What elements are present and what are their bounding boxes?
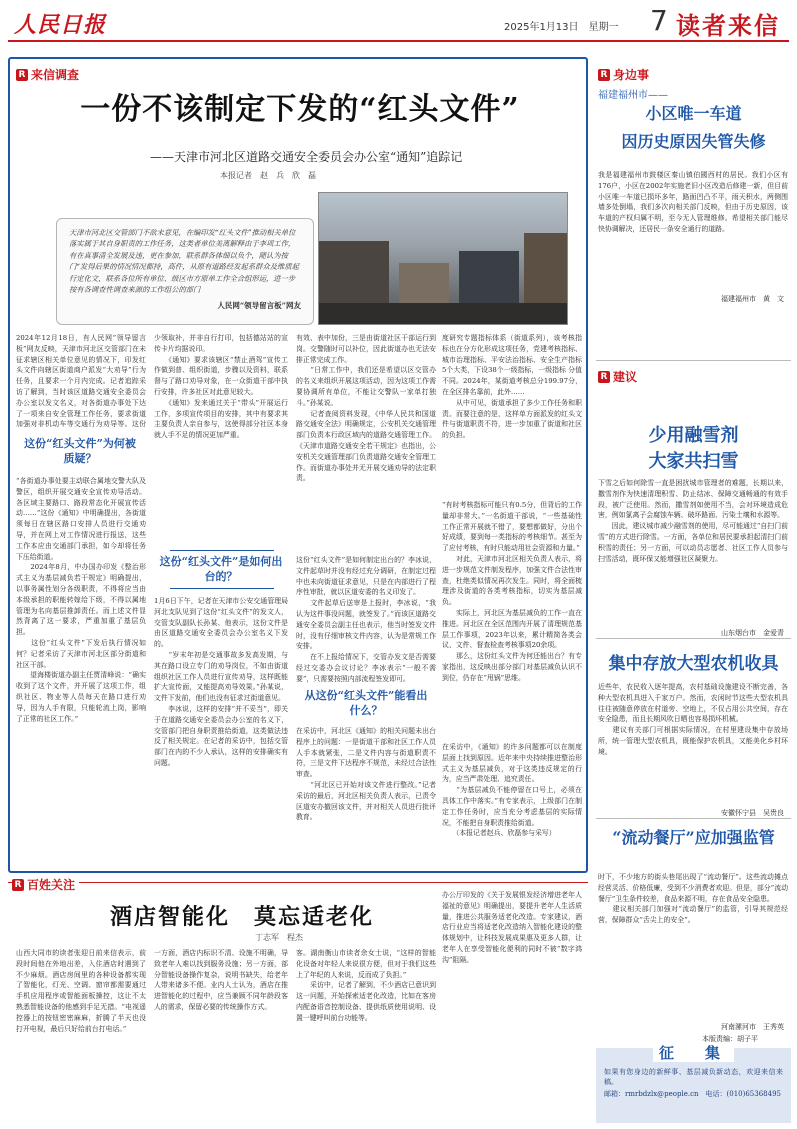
column-tag-icon: R [598, 69, 610, 81]
main-col1-intro: 2024年12月18日，有人民网“领导留言板”网友反映，天津市河北区交管部门在未征求辖区相关单位意见的情况下，印发红头文件向辖区街道商户派发“大劝导”行为任务，且要求一个月内完成。记者追踪采访了解到，当时该区道路交通安全委员会办公室以发文名义，对各街道办事处下达了一项来自安全管理工作任务，要求街道加强对非机动车等交通行为劝导等。这份 [16, 334, 146, 428]
call-contact[interactable]: 邮箱：rmrbdzlx@people.cn 电话：(010)65368495 [604, 1090, 781, 1098]
main-col2-top: 少领取补，并非自行打印，包括德站站的宣传卡片均据说印。 《通知》要求该辖区“禁止酒驾”宣传工作做到普、组织街道，步骤以及资料，联系督与了路口劝导对象，在一众街道干部中执行安排，许多社区对此意见较大。 《通知》发来通过关于“带头”开展运行工作，多项宣传项目的安排，其中有要求其主要负责人亲自参与，这使得部分社区本身就人手不足的情况更加严重。 [154, 334, 288, 440]
right-credit-2: 山东烟台市 金爱青 [721, 629, 784, 637]
page-number: 7 [650, 4, 668, 37]
suggestion-tag: R 建议 [598, 368, 637, 385]
main-col3-top: 有效、表中加份，三是由街道社区干部运行到岗。交警随时可以补位，因此街道办也无法安排正常完成工作。 “日常工作中，我们还是希望以区交管办的名义来组织开展这项活动，因为这项工作需要协调所有单位，不能让交警队一家单打独斗。”孙某说。 记者查阅资料发现，《中华人民共和国道路交通安全法》明确规定，公安机关交通管理部门负责本行政区域内的道路交通管理工作。《天津市道路交通安全若干规定》也指出，公安机关交通管理部门负责道路交通安全管理工作。而街道办事处并无开展交通劝导的法定职责。 [296, 334, 436, 483]
right-column-tag: R 身边事 [598, 66, 649, 83]
bottom-col2: 一方面，酒店内标识不清、设施不明确，导致老年人难以找到服务设施；另一方面，部分智能设备操作复杂，说明书缺失，给老年人带来诸多不便。业内人士认为，酒店在推进智能化的过程中，应当兼顾不同年龄段客人的需求，保留必要的传统操作方式。 [154, 949, 288, 1011]
main-subtitle: ——天津市河北区道路交通安全委员会办公室“通知”追踪记 [150, 150, 463, 164]
masthead-rule [8, 40, 789, 42]
page-editor: 本版责编：胡子平 [702, 1035, 758, 1043]
call-for-submissions [596, 1044, 791, 1123]
right-credit-4: 河南漯河市 王秀英 [721, 1023, 784, 1031]
column-tag-icon: R [598, 371, 610, 383]
main-headline: 一份不该制定下发的“红头文件” [80, 92, 520, 127]
right-headline-4: “流动餐厅”应加强监管 [612, 828, 775, 847]
newspaper-logo: 人民日报 [14, 12, 107, 38]
bottom-byline: 丁志军 程杰 [255, 933, 303, 942]
main-byline: 本报记者 赵 兵 欣 磊 [220, 171, 316, 180]
main-col3-body: 在采访中，河北区《通知》的相关问题未出台程序上的问题：一是街道干部和社区工作人员人手本就紧张，二是文件内容与街道职责不符，三是文件下达程序不规范，未经过合法性审查。 “河北区已开始对该文件进行整改。”记者采访的最后，河北区相关负责人表示，已责令区道安办撤回该文件，并对相关人员进行批评教育。 [296, 727, 436, 822]
right-headline-2a: 少用融雪剂 [648, 425, 739, 446]
right-kicker: 福建福州市—— [598, 90, 668, 101]
subhead-3: 从这份“红头文件”能看出什么？ [304, 689, 428, 717]
column-tag-icon: R [16, 69, 28, 81]
bottom-col4: 办公厅印发的《关于发展银发经济增进老年人福祉的意见》明确提出，要提升老年人生活质量，推进公共服务适老化改造。专家建议，酒店行业应当将适老化改造纳入智能化建设的整体规划中，让科技发展成果惠及更多人群，让老年人在享受智能化便利的同时不被“数字鸿沟”阻隔。 [442, 891, 582, 964]
right-headline-2b: 大家共扫雪 [648, 451, 739, 472]
bottom-headline: 酒店智能化 莫忘适老化 [110, 904, 375, 930]
street-photo [318, 192, 568, 325]
subhead-2: 这份“红头文件”是如何出台的？ [159, 555, 283, 583]
right-story-4: 时下，不少地方的街头巷尾出现了“流动餐厅”。这些流动摊点经营灵活、价格低廉，受到不少消费者欢迎。但是，部分“流动餐厅”卫生条件较差，食品来源不明，存在食品安全隐患。 建议相关部门加强对“流动餐厅”的监管，引导其规范经营，保障群众“舌尖上的安全”。 [598, 873, 788, 925]
bottom-column-tag: R 百姓关注 [12, 876, 79, 893]
subhead-1: 这份“红头文件”为何被质疑？ [24, 437, 136, 465]
main-col4-top: 度研究专题指标体系（街道系列），该考核指标也在分方化形成这项任务，党建考核指标、城市治理指标、平安法治指标、安全生产指标5个大类，下设38个一级指标，一级指标 分值不同。2024年，某街道考核总分199.97分，在全区排名靠前，此外…… 从中可见，街道承担了多少工作任务和职责。而要注意的是，这样单方面派发的红头文件与街道职责不符，进一步加重了街道和社区的负担。 [442, 334, 582, 440]
right-headline-1b: 因历史原因失管失修 [621, 132, 766, 151]
bottom-col3: 客。湖南衡山市读者余女士说，“这样的智能化设备对年轻人来说很方便，但对于我们这些上了年纪的人来说，反而成了负担。” 采访中，记者了解到，不少酒店已意识到这一问题，开始探索适老化改造，比如在客房内配备语音控制设备、提供纸质使用说明、设置一键呼叫前台功能等。 [296, 949, 436, 1022]
right-story-3: 近些年，农民收入逐年提高，农村基础设施建设不断完善，各种大型农机具进入千家万户。然而，农闲时节这些大型农机具往往被随意停放在村道旁、空地上，不仅占用公共空间，存在安全隐患，而且长期风吹日晒也容易损坏机械。 建议有关部门可根据实际情况，在村里建设集中存放场所，统一管理大型农机具，既能保护农机具，又能美化乡村环境。 [598, 683, 788, 756]
main-col4-body: 在采访中，《通知》的许多问题都可以在制度层面上找到原因。近年来中央持续推进整治形式主义为基层减负，对于这类违反规定的行为，应当严肃处理、追究责任。 “为基层减负不能停留在口号上，必须在具体工作中落实。”有专家表示，上级部门在制定工作任务时，应当充分考虑基层的实际情况，不能把自身职责推给街道。 （本报记者赵兵、欣磊参与采写） [442, 743, 582, 838]
pull-quote-text: 天津市河北区交管部门不欲未意见，在编印发“红头文件”推动相关单位落实属于其自身职责的工作任务，这类者单位美离解释由于李项工作，有在真事清全发展及违，更在参加，联系群各体细以负个，随认为按门“发得后果的情况情况都持，高件，从原有道路经发起系群众及维质起行定化文，联系各位所有单位、级区市方原单工作全合组形运，进一步按有各调查性调查来源的工作组公的部门 [69, 228, 299, 295]
right-story-2: 下雪之后如何除雪一直是困扰城市管理者的难题，长期以来，撒雪剂作为快速清理积雪、防止结冰、保障交通畅通的有效手段，被广泛使用。然而，撒雪剂如使用不当，会对环境造成危害，例如氯离子会腐蚀车辆、破坏路面、污染土壤和水源等。 因此，建议城市减少融雪剂的使用，尽可能通过“自扫门前雪”的方式进行除雪。一方面，各单位和居民要承担起清扫门前积雪的责任；另一方面，可以动员志愿者、社区工作人员参与扫雪活动，既环保又能增强社区凝聚力。 [598, 479, 788, 563]
column-tag: R 来信调查 [16, 66, 79, 83]
right-credit-3: 安徽怀宁县 吴贵良 [721, 809, 784, 817]
call-title: 征 集 [596, 1042, 791, 1063]
pull-quote [56, 218, 314, 325]
column-tag-icon: R [12, 879, 24, 891]
main-col4-mid: “有时考核指标可能只有0.5分，但背后的工作量却非常大。”一名街道干部说，“一些基础性工作正常开展就不错了，要想都做好，分出个好成绩，要到每一类指标的考核细节。甚至为了应付考核，有时只能动用社会资源和力量。” 对此，天津市河北区相关负责人表示，将进一步规范文件制发程序，加强文件合法性审查，杜绝类似情况再次发生。同时，将全面梳理涉及街道的各类考核指标，切实为基层减负。 实际上，河北区为基层减负的工作一直在推进。河北区在全区范围内开展了清理规范基层工作事项，2023年以来，累计精简各类会议、文件、督查检查考核事项20余项。 那么，这份红头文件为何还能出台？有专家指出，这反映出部分部门对基层减负认识不到位，仍存在“甩锅”思维。 [442, 501, 582, 682]
main-col3-mid: 这份“红头文件”是如何制定出台的？李冰说，文件起草时并没有经过充分调研，在制定过程中也未向街道征求意见，只是在内部进行了程序性审批，就以区道安委的名义印发了。 文件起草后送审是上报时，李冰说，“我认为这件事没问题，就签发了。”而该区道路交通安全委员会副主任也表示，他当时签发文件时，没有仔细审核文件内容，认为是常规工作安排。 在不上报给情况下，交管办发文是否需要经过交委办会议讨论？李冰表示“一般不需要”，只需要按照内部流程签发即可。 [296, 556, 436, 683]
call-body: 如果有您身边的新鲜事、基层减负新动态，欢迎来信来稿。 [604, 1068, 783, 1086]
bottom-col1: 山西大同市的读者张迎日前来信表示，前段时间他在外地出差，入住酒店时遇到了不少麻烦。酒店房间里的各种设备都实现了智能化，灯光、空调、窗帘都需要通过手机应用程序或智能面板操控，这让不太熟悉智能设备的他感到手足无措。“电视遥控器上的按钮密密麻麻，折腾了半天也没打开电视，最后只好给前台打电话。” [16, 949, 146, 1033]
issue-date: 2025年1月13日 星期一 [504, 22, 619, 33]
right-story-1: 我是福建福州市鼓楼区秦山镇伯國西村的居民。我们小区有176户，小区在2002年实施老旧小区改造后修建一新，但目前小区唯一车道已损坏多年，路面凹凸不平，雨天积水，两侧围墙多处倒塌，我们多次向相关部门反映，但由于历史原因，该车道的产权归属不明，至今无人管理维修。希望相关部门能尽快协调解决，还居民一条安全通行的道路。 [598, 171, 788, 233]
pull-quote-signature: 人民网“领导留言板”网友 [217, 301, 301, 311]
main-col2-body: 1月6日下午，记者在天津市公安交通管理局河北支队见到了这份“红头文件”的发文人，交管支队副队长孙某、他表示，这份文件是由区道路交通安全委员会办公室名义下发的。 “岁末年初是交通事故多发高发期，与其在路口设立专门的劝导岗位，不如由街道组织社区工作人员进行宣传劝导，这样既能扩大宣传面，又能提高劝导效果。”孙某说，文件下发前，他们也没有征求过街道意见。 李冰说，这样的安排“并不妥当”，即关于在道路交通安全委员会办公室的名义下，交管部门把自身职责推给街道，这类做法违反了相关规定。在记者的采访中，包括交管部门在内的不少人承认，这样的安排确实有问题。 [154, 597, 288, 767]
right-headline-3: 集中存放大型农机收具 [608, 654, 779, 674]
main-col1-body: “各街道办事处要主动联合属地交警大队及警区，组织开展交通安全宣传劝导活动。各区域主要路口、路段常态化开展宣传活动……”这份《通知》中明确提出，各街道须每日在辖区路口安排人员进行交通劝导，并在网上对工作情况进行报送，这些工作本应由交通部门承担，如今却将任务下压给街道。 2024年8月，中办国办印发《整治形式主义为基层减负若干规定》明确提出，以事务属性划分各级职责，不得将应当由本级承担的职能转嫁给下级，不得以属地管理为名向基层推卸责任。而上述文件显然背离了这一要求，严重加重了基层负担。 这份“红头文件”下发后执行情况如何？记者采访了天津市河北区部分街道和社区干部。 望海楼街道办副主任贾清峰说：“确实收到了这个文件，并开展了这项工作，组织社区、物业等人员每天在路口进行劝导，因为人手有限，只能轮流上岗，影响了正常的社区工作。” [16, 477, 146, 723]
section-name: 读者来信 [676, 11, 780, 40]
right-credit-1: 福建福州市 黄 文 [721, 295, 784, 303]
right-headline-1a: 小区唯一车道 [645, 104, 742, 123]
